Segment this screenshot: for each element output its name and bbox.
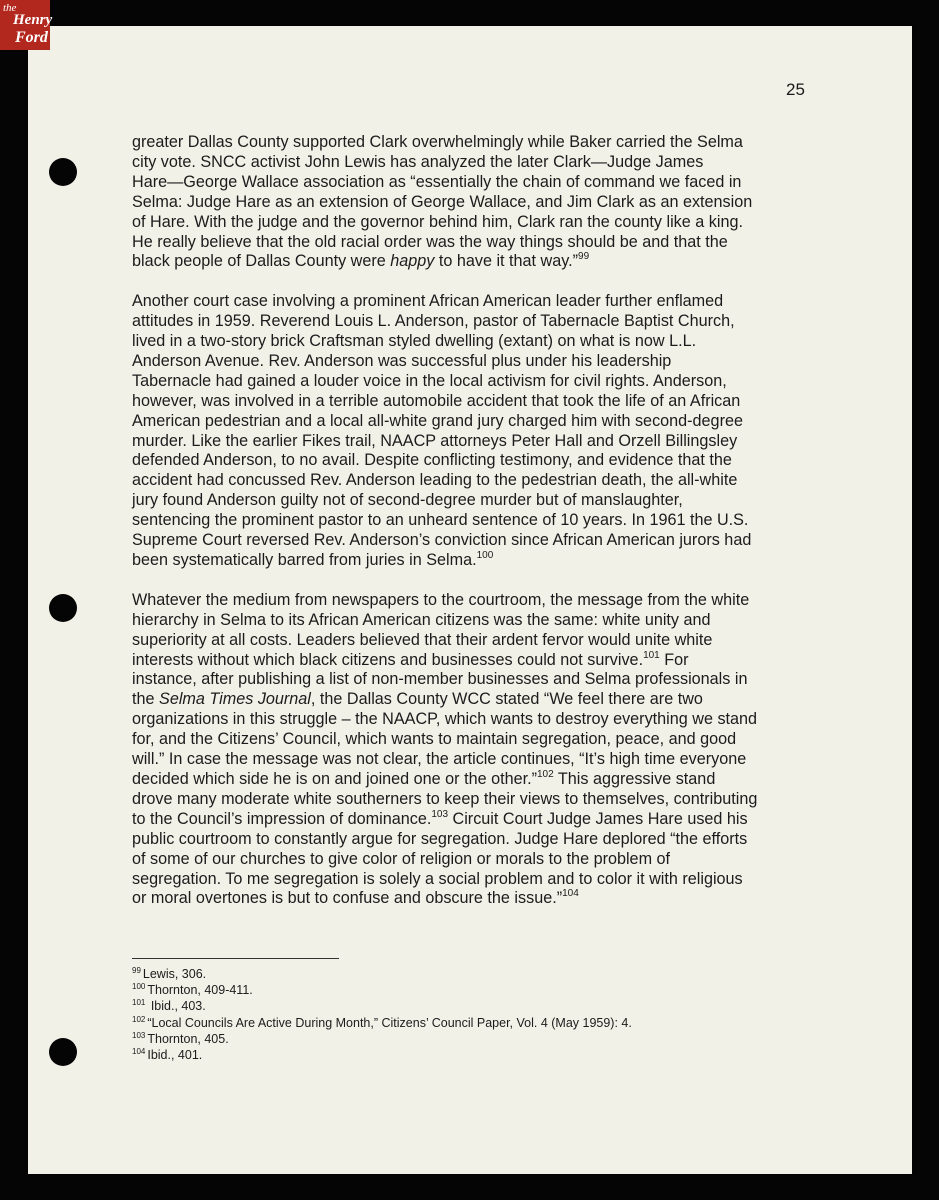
footnote — [132, 982, 632, 998]
text-run: , the Dallas County WCC stated “We feel there are two — [310, 690, 703, 709]
footnote-reference: 104 — [562, 888, 579, 900]
footnote-separator — [132, 958, 339, 959]
text-line: Selma: Judge Hare as an extension of George Wallace, and Jim Clark as an extension — [132, 192, 753, 211]
text-line: greater Dallas County supported Clark overwhelmingly while Baker carried the Selma — [132, 133, 743, 151]
footnote-reference: 102 — [536, 768, 554, 780]
text-line: murder. Like the earlier Fikes trail, NAACP attorneys Peter Hall and Orzell Billingsley — [132, 431, 738, 450]
paragraph — [132, 133, 812, 272]
text-line — [132, 889, 812, 909]
text-line: Supreme Court reversed Rev. Anderson’s conviction since African American jurors had — [132, 531, 752, 550]
text-line: public courtroom to constantly argue for segregation. Judge Hare deplored “the efforts — [132, 829, 748, 848]
footnotes — [132, 966, 632, 1063]
text-line — [132, 651, 812, 671]
logo-the: the — [3, 2, 17, 14]
footnote-text: Thornton, 409-411. — [147, 983, 253, 998]
text-line: defended Anderson, to no avail. Despite conflicting testimony, and evidence that the — [132, 451, 732, 470]
text-run: This aggressive stand — [553, 769, 716, 788]
footnote-number: 101 — [132, 998, 146, 1008]
paragraph — [132, 292, 812, 571]
text-line: Whatever the medium from newspapers to the courtroom, the message from the white — [132, 590, 750, 609]
footnote — [132, 1047, 632, 1063]
text-line: segregation. To me segregation is solely a social problem and to color it with religious — [132, 869, 743, 888]
text-line: organizations in this struggle – the NAACP, which wants to destroy everything we stand — [132, 710, 758, 729]
text-line: Tabernacle had gained a louder voice in the local activism for civil rights. Anderson, — [132, 371, 727, 390]
text-line: jury found Anderson guilty not of second-degree murder but of manslaughter, — [132, 491, 683, 510]
text-run: decided which side he is on and joined one or the other.” — [132, 769, 537, 788]
text-run: to have it that way.” — [434, 252, 579, 271]
footnote-number: 99 — [132, 966, 141, 975]
text-line: He really believe that the old racial order was the way things should be and that the — [132, 232, 728, 251]
paragraph — [132, 591, 812, 910]
footnote-reference: 103 — [431, 808, 449, 820]
text-line: superiority at all costs. Leaders believed that their ardent fervor would unite white — [132, 630, 713, 649]
logo-henry: Henry — [13, 12, 53, 28]
binder-hole-top — [49, 158, 77, 186]
binder-hole-bottom — [49, 1038, 77, 1066]
text-run: For — [659, 650, 689, 669]
text-line — [132, 252, 812, 272]
footnote-reference: 101 — [643, 649, 660, 661]
text-run: to the Council’s impression of dominance. — [132, 809, 432, 828]
body-text — [132, 133, 812, 909]
text-line: Anderson Avenue. Rev. Anderson was successful plus under his leadership — [132, 351, 672, 370]
henry-ford-logo — [0, 0, 53, 50]
footnote-number: 100 — [132, 982, 146, 992]
text-line: instance, after publishing a list of non-member businesses and Selma professionals in — [132, 670, 748, 689]
italic-text: Selma Times Journal — [159, 690, 311, 709]
text-line: drove many moderate white southerners to keep their views to themselves, contributing — [132, 789, 758, 808]
logo-ford: Ford — [15, 29, 48, 46]
footnote — [132, 998, 632, 1014]
footnote-text: Lewis, 306. — [142, 967, 207, 981]
footnote-text: “Local Councils Are Active During Month,” Citizens’ Council Paper, Vol. 4 (May 1959): 4. — [147, 1015, 632, 1030]
binder-hole-middle — [49, 594, 77, 622]
text-line: accident had concussed Rev. Anderson leading to the pedestrian death, the all-white — [132, 471, 738, 490]
text-line — [132, 770, 812, 790]
text-line: Hare—George Wallace association as “essentially the chain of command we faced in — [132, 172, 742, 191]
text-line: attitudes in 1959. Reverend Louis L. Anderson, pastor of Tabernacle Baptist Church, — [132, 312, 735, 331]
text-line: will.” In case the message was not clear, the article continues, “It’s high time everyone — [132, 750, 747, 769]
text-line: city vote. SNCC activist John Lewis has analyzed the later Clark—Judge James — [132, 152, 704, 171]
footnote-reference: 100 — [476, 550, 494, 562]
text-line: lived in a two-story brick Craftsman styled dwelling (extant) on what is now L.L. — [132, 332, 697, 351]
text-line — [132, 810, 812, 830]
text-line: hierarchy in Selma to its African American citizens was the same: white unity and — [132, 610, 711, 629]
footnote-number: 102 — [132, 1014, 146, 1024]
text-line: sentencing the prominent pastor to an unheard sentence of 10 years. In 1961 the U.S. — [132, 511, 749, 530]
text-run: Circuit Court Judge James Hare used his — [448, 809, 748, 828]
footnote — [132, 966, 632, 982]
text-run: black people of Dallas County were — [132, 252, 391, 271]
text-line: of some of our churches to give color of religion or morals to the problem of — [132, 849, 671, 868]
footnote-reference: 99 — [578, 251, 590, 263]
text-run: or moral overtones is but to confuse and obscure the issue.” — [132, 889, 563, 908]
text-line: American pedestrian and a local all-white grand jury charged him with second-degree — [132, 411, 743, 430]
footnote-text: Ibid., 403. — [147, 999, 206, 1014]
footnote — [132, 1031, 632, 1047]
footnote-number: 103 — [132, 1030, 146, 1040]
italic-text: happy — [390, 252, 435, 271]
footnote-text: Ibid., 401. — [147, 1048, 203, 1063]
paragraph-gap — [132, 272, 812, 292]
text-line: for, and the Citizens’ Council, which wants to maintain segregation, peace, and good — [132, 730, 737, 749]
text-run: interests without which black citizens and businesses could not survive. — [132, 650, 644, 669]
paragraph-gap — [132, 571, 812, 591]
text-line: of Hare. With the judge and the governor behind him, Clark ran the county like a king. — [132, 212, 743, 231]
text-run: been systematically barred from juries in Selma. — [132, 551, 477, 570]
text-line: Another court case involving a prominent African American leader further enflamed — [132, 292, 724, 311]
text-run: the — [132, 690, 160, 709]
footnote — [132, 1015, 632, 1031]
text-line: however, was involved in a terrible automobile accident that took the life of an African — [132, 391, 741, 410]
text-line — [132, 690, 812, 710]
footnote-number: 104 — [132, 1047, 146, 1057]
text-line — [132, 551, 812, 571]
footnote-text: Thornton, 405. — [147, 1031, 229, 1046]
page-number: 25 — [786, 80, 805, 99]
